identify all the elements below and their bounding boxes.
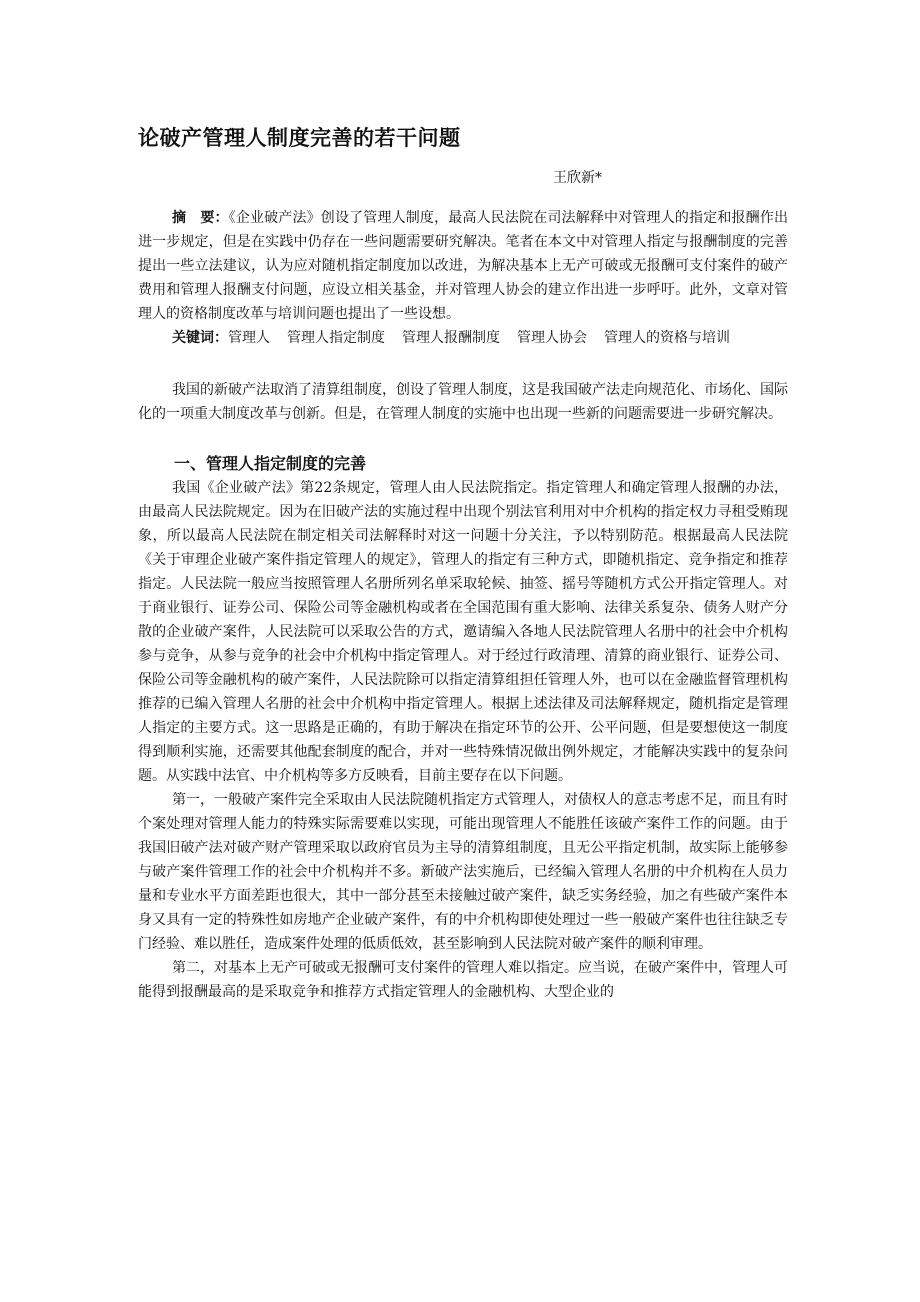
- abstract-text: 《企业破产法》创设了管理人制度，最高人民法院在司法解释中对管理人的指定和报酬作出进一步规定，但是在实践中仍存在一些问题需要研究解决。笔者在本文中对管理人指定与报酬制度的完善提出一些立法建议，认为应对随机指定制度加以改进，为解决基本上无产可破或无报酬可支付案件的破产费用和管理人报酬支付问题，应设立相关基金，并对管理人协会的建立作出进一步呼吁。此外，文章对管理人的资格制度改革与培训问题也提出了一些设想。: [138, 210, 789, 322]
- keywords: [138, 326, 788, 350]
- keyword-item: 管理人指定制度: [287, 330, 385, 346]
- body-paragraph: 第一，一般破产案件完全采取由人民法院随机指定方式管理人，对债权人的意志考虑不足，而且有时个案处理对管理人能力的特殊实际需要难以实现，可能出现管理人不能胜任该破产案件工作的问题。由于我国旧破产法对破产财产管理采取以政府官员为主导的清算组制度，且无公平指定机制，故实际上能够参与破产案件管理工作的社会中介机构并不多。新破产法实施后，已经编入管理人名册的中介机构在人员力量和专业水平方面差距也很大，其中一部分甚至未接触过破产案件，缺乏实务经验，加之有些破产案件本身又具有一定的特殊性如房地产企业破产案件，有的中介机构即使处理过一些一般破产案件也往往缺乏专门经验、难以胜任，造成案件处理的低质低效，甚至影响到人民法院对破产案件的顺利审理。: [138, 792, 788, 952]
- document-page: [138, 120, 788, 1004]
- document-title: 论破产管理人制度完善的若干问题: [138, 126, 461, 150]
- section-heading: 一、管理人指定制度的完善: [174, 454, 367, 473]
- keyword-item: 管理人协会: [517, 330, 587, 346]
- keyword-item: 管理人: [228, 330, 270, 346]
- abstract: [138, 206, 788, 326]
- abstract-label: 摘 要：: [172, 210, 229, 226]
- keyword-item: 管理人报酬制度: [402, 330, 500, 346]
- author-name: 王欣新*: [553, 170, 602, 186]
- intro-paragraph: 我国的新破产法取消了清算组制度，创设了管理人制度，这是我国破产法走向规范化、市场化、国际化的一项重大制度改革与创新。但是，在管理人制度的实施中也出现一些新的问题需要进一步研究解决。: [138, 382, 788, 422]
- keyword-item: 管理人的资格与培训: [604, 330, 730, 346]
- keywords-label: 关键词：: [172, 330, 228, 346]
- body-paragraph: 我国《企业破产法》第22条规定，管理人由人民法院指定。指定管理人和确定管理人报酬的办法，由最高人民法院规定。因为在旧破产法的实施过程中出现个别法官利用对中介机构的指定权力寻租受贿现象，所以最高人民法院在制定相关司法解释时对这一问题十分关注，予以特别防范。根据最高人民法院《关于审理企业破产案件指定管理人的规定》，管理人的指定有三种方式，即随机指定、竞争指定和推荐指定。人民法院一般应当按照管理人名册所列名单采取轮候、抽签、摇号等随机方式公开指定管理人。对于商业银行、证券公司、保险公司等金融机构或者在全国范围有重大影响、法律关系复杂、债务人财产分散的企业破产案件，人民法院可以采取公告的方式，邀请编入各地人民法院管理人名册中的社会中介机构参与竞争，从参与竞争的社会中介机构中指定管理人。对于经过行政清理、清算的商业银行、证券公司、保险公司等金融机构的破产案件，人民法院除可以指定清算组担任管理人外，也可以在金融监督管理机构推荐的已编入管理人名册的社会中介机构中指定管理人。根据上述法律及司法解释规定，随机指定是管理人指定的主要方式。这一思路是正确的，有助于解决在指定环节的公开、公平问题，但是要想使这一制度得到顺利实施，还需要其他配套制度的配合，并对一些特殊情况做出例外规定，才能解决实践中的复杂问题。从实践中法官、中介机构等多方反映看，目前主要存在以下问题。: [138, 480, 788, 784]
- body-paragraph: 第二，对基本上无产可破或无报酬可支付案件的管理人难以指定。应当说，在破产案件中，管理人可能得到报酬最高的是采取竞争和推荐方式指定管理人的金融机构、大型企业的: [138, 960, 788, 1000]
